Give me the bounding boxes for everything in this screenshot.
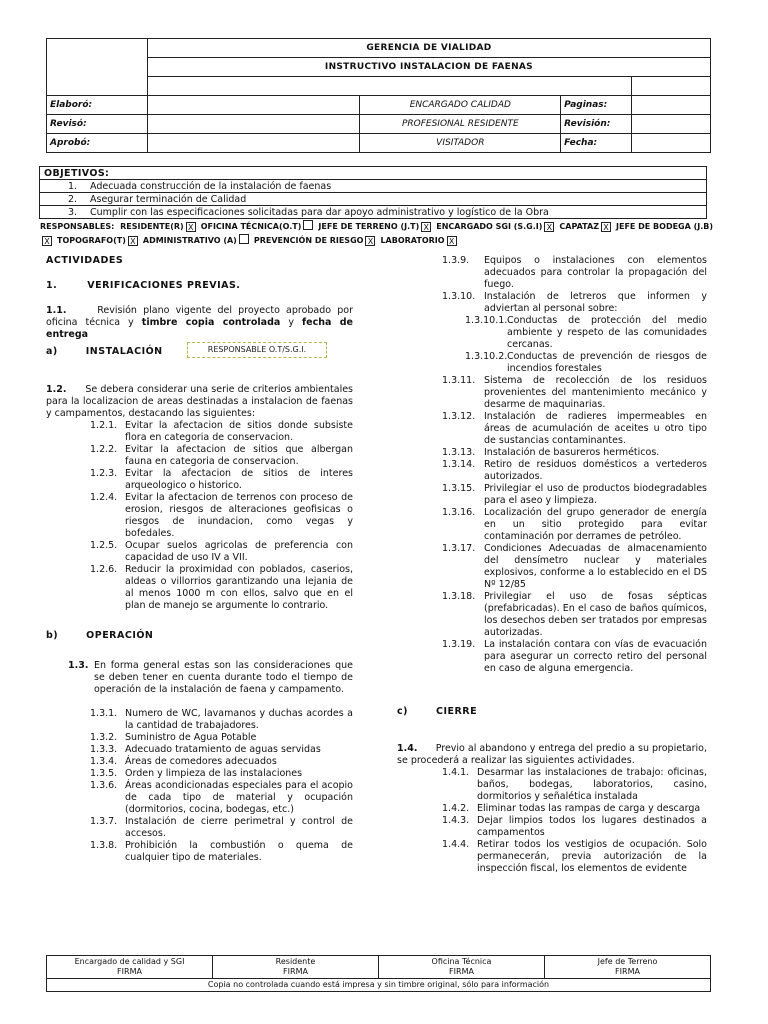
- role-checkbox[interactable]: X: [365, 236, 375, 246]
- list-item: [90, 780, 353, 816]
- item-number: 1.3.19.: [442, 639, 476, 650]
- aprobo-value: VISITADOR: [360, 134, 561, 153]
- list-item: [442, 447, 707, 459]
- list-1-3-cont: [442, 255, 707, 315]
- role-checkbox[interactable]: [239, 234, 249, 244]
- list-item: [90, 564, 353, 612]
- list-item: [90, 468, 353, 492]
- item-number: 1.4.4.: [442, 839, 470, 850]
- item-text: Equipos o instalaciones con elementos adecuados para controlar la propagación del fuego.: [484, 255, 707, 290]
- item-text: Evitar la afectacion de terrenos con proceso de erosion, riesgos de alteraciones geofisicas o riesgos de inundacion, como vegas y bofedales.: [125, 492, 353, 539]
- item-text: Privilegiar el uso de fosas sépticas (prefabricadas). En el caso de baños químicos, los desechos deben ser tratados por empresas autorizadas.: [484, 591, 707, 638]
- item-number: 1.3.5.: [90, 768, 118, 779]
- item-number: 1.3.16.: [442, 507, 476, 518]
- blank-cell: [147, 134, 360, 153]
- reviso-value: PROFESIONAL RESIDENTE: [360, 115, 561, 134]
- item-number: 1.2.3.: [90, 468, 118, 479]
- item-number: 1.2.1.: [90, 420, 118, 431]
- item-text: Localización del grupo generador de energía en un sitio protegido para evitar contaminación por derrames de petróleo.: [484, 507, 707, 542]
- item-number: 1.2.6.: [90, 564, 118, 575]
- role-checkbox[interactable]: X: [42, 236, 52, 246]
- logo-cell: [47, 39, 148, 96]
- copy-note: Copia no controlada cuando está impresa y sin timbre original, sólo para información: [47, 979, 711, 992]
- signature-label: FIRMA: [283, 967, 308, 976]
- item-number: 1.3.10.: [442, 291, 476, 302]
- actividades-heading: ACTIVIDADES: [46, 255, 124, 266]
- item-text: Instalación de basureros herméticos.: [484, 447, 660, 458]
- item-number: 1.3.6.: [90, 780, 118, 791]
- list-item: [90, 840, 353, 864]
- item-text: Prohibición la combustión o quema de cualquier tipo de materiales.: [125, 840, 353, 863]
- fecha-label: Fecha:: [561, 134, 632, 153]
- role-checkbox[interactable]: [303, 220, 313, 230]
- item-text: Conductas de prevención de riesgos de incendios forestales: [507, 351, 707, 374]
- list-1-3-10: [465, 315, 707, 375]
- item-number: 1.2.2.: [90, 444, 118, 455]
- paragraph-1-2: 1.2. Se debera considerar una serie de criterios ambientales para la localizacion de areas destinadas a instalacion de faenas y campamentos, destacando las siguientes:: [46, 384, 353, 419]
- paragraph-1-1: 1.1. Revisión plano vigente del proyecto aprobado por oficina técnica y timbre copia controlada y fecha de entrega: [46, 305, 353, 340]
- item-text: Privilegiar el uso de productos biodegradables para el aseo y limpieza.: [484, 483, 707, 506]
- item-number: 1.3.15.: [442, 483, 476, 494]
- signature-role: Jefe de Terreno: [597, 957, 658, 966]
- objectives-table: [39, 166, 707, 219]
- revision-label: Revisión:: [561, 115, 632, 134]
- item-number: 1.3.10.1.: [465, 315, 508, 326]
- signature-table: [46, 955, 711, 992]
- aprobo-label: Aprobó:: [47, 134, 148, 153]
- item-text: Orden y limpieza de las instalaciones: [125, 768, 303, 779]
- item-text: Desarmar las instalaciones de trabajo: oficinas, baños, bodegas, laboratorios, casino, dormitorios y señalética instalada: [477, 767, 707, 802]
- item-number: 1.3.7.: [90, 816, 118, 827]
- role-checkbox[interactable]: X: [186, 222, 196, 232]
- document-title: INSTRUCTIVO INSTALACION DE FAENAS: [147, 58, 710, 77]
- item-number: 1.3.10.2.: [465, 351, 508, 362]
- item-number: 1.4.2.: [442, 803, 470, 814]
- role-label: CAPATAZ: [559, 222, 599, 231]
- item-text: Evitar la afectacion de sitios donde subsiste flora en categoria de conservacion.: [125, 420, 353, 443]
- list-1-3-cont2: [442, 375, 707, 675]
- item-number: 1.3.1.: [90, 708, 118, 719]
- item-number: 1.3.13.: [442, 447, 476, 458]
- list-item: [442, 767, 707, 803]
- role-label: OFICINA TÉCNICA(O.T): [200, 222, 302, 231]
- objective-item: 2. Asegurar terminación de Calidad: [40, 193, 707, 206]
- signature-role: Residente: [275, 957, 316, 966]
- list-item: [465, 351, 707, 375]
- item-text: Evitar la afectacion de sitios que albergan fauna en categoria de conservacion.: [125, 444, 353, 467]
- reviso-label: Revisó:: [47, 115, 148, 134]
- item-text: Conductas de protección del medio ambiente y respeto de las comunidades cercanas.: [507, 315, 707, 350]
- responsables-line: [40, 220, 720, 248]
- list-item: [442, 815, 707, 839]
- list-item: [90, 492, 353, 540]
- item-number: 1.3.4.: [90, 756, 118, 767]
- subsection-heading: c) CIERRE: [397, 706, 478, 717]
- blank-cell: [147, 96, 360, 115]
- item-number: 1.3.14.: [442, 459, 476, 470]
- role-label: ENCARGADO SGI (S.G.I): [436, 222, 543, 231]
- list-item: [442, 803, 707, 815]
- paragraph-1-3: 1.3. En forma general estas son las consideraciones que se deben tener en cuenta durante todo el tiempo de operación de la instalación de faena y campamento.: [68, 660, 353, 695]
- paginas-value: [632, 96, 711, 115]
- signature-label: FIRMA: [615, 967, 640, 976]
- subsection-heading: a) INSTALACIÓN: [46, 346, 163, 357]
- role-label: JEFE DE BODEGA (J.B): [616, 222, 714, 231]
- role-checkbox[interactable]: X: [447, 236, 457, 246]
- role-label: JEFE DE TERRENO (J.T): [318, 222, 420, 231]
- list-item: [442, 839, 707, 875]
- list-item: [90, 540, 353, 564]
- item-number: 1.3.2.: [90, 732, 118, 743]
- list-item: [442, 591, 707, 639]
- item-text: Suministro de Agua Potable: [125, 732, 257, 743]
- item-text: Eliminar todas las rampas de carga y descarga: [477, 803, 701, 814]
- item-text: Instalación de letreros que informen y adviertan al personal sobre:: [484, 291, 707, 314]
- item-number: 1.2.5.: [90, 540, 118, 551]
- item-text: Áreas de comedores adecuados: [125, 756, 277, 767]
- item-number: 1.2.4.: [90, 492, 118, 503]
- objective-item: 3. Cumplir con las especificaciones solicitadas para dar apoyo administrativo y logístico de la Obra: [40, 206, 707, 219]
- item-number: 1.4.1.: [442, 767, 470, 778]
- right-column: [397, 255, 707, 875]
- list-item: [90, 732, 353, 744]
- list-item: [442, 483, 707, 507]
- blank-cell: [147, 115, 360, 134]
- list-item: [465, 315, 707, 351]
- signature-cell: [47, 956, 213, 979]
- item-text: Áreas acondicionadas especiales para el acopio de cada tipo de material y ocupación (dormitorios, cocina, bodegas, etc.): [125, 780, 353, 815]
- list-item: [442, 459, 707, 483]
- item-text: Retiro de residuos domésticos a vertederos autorizados.: [484, 459, 707, 482]
- item-number: 1.3.3.: [90, 744, 118, 755]
- objectives-title: OBJETIVOS:: [40, 167, 707, 180]
- list-item: [90, 756, 353, 768]
- list-item: [442, 507, 707, 543]
- signature-cell: [213, 956, 379, 979]
- list-item: [90, 708, 353, 732]
- blank-cell: [147, 77, 631, 96]
- signature-cell: [379, 956, 545, 979]
- item-text: Dejar limpios todos los lugares destinados a campamentos: [477, 815, 707, 838]
- list-1-4: [442, 767, 707, 875]
- list-item: [90, 816, 353, 840]
- org-title: GERENCIA DE VIALIDAD: [147, 39, 710, 58]
- item-text: Sistema de recolección de los residuos provenientes del mantenimiento mecánico y desarme de maquinarias.: [484, 375, 707, 410]
- list-item: [442, 639, 707, 675]
- list-item: [90, 744, 353, 756]
- fecha-value: [632, 134, 711, 153]
- item-text: Numero de WC, lavamanos y duchas acordes a la cantidad de trabajadores.: [125, 708, 353, 731]
- role-checkbox[interactable]: X: [421, 222, 431, 232]
- item-number: 1.3.8.: [90, 840, 118, 851]
- list-item: [90, 444, 353, 468]
- list-item: [442, 255, 707, 291]
- signature-label: FIRMA: [117, 967, 142, 976]
- role-label: ADMINISTRATIVO (A): [142, 236, 237, 245]
- revision-value: [632, 115, 711, 134]
- list-1-3: [90, 708, 353, 864]
- list-item: [442, 375, 707, 411]
- role-checkbox[interactable]: X: [544, 222, 554, 232]
- signature-cell: [545, 956, 711, 979]
- section-heading: 1. VERIFICACIONES PREVIAS.: [46, 280, 241, 291]
- item-number: 1.3.18.: [442, 591, 476, 602]
- signature-role: Oficina Técnica: [431, 957, 492, 966]
- role-checkbox[interactable]: X: [601, 222, 611, 232]
- signature-label: FIRMA: [449, 967, 474, 976]
- list-item: [90, 768, 353, 780]
- item-number: 1.3.11.: [442, 375, 476, 386]
- header-table: [46, 38, 711, 153]
- list-item: [442, 411, 707, 447]
- responsables-label: RESPONSABLES:: [40, 222, 115, 231]
- item-number: 1.3.9.: [442, 255, 470, 266]
- item-text: Condiciones Adecuadas de almacenamiento del densímetro nuclear y materiales explosivos, conforme a lo establecido en el DS Nº 12/85: [484, 543, 707, 590]
- item-text: Retirar todos los vestigios de ocupación. Solo permanecerán, previa autorización de la inspección fiscal, los elementos de evidente: [477, 839, 707, 874]
- item-number: 1.4.3.: [442, 815, 470, 826]
- elaboro-label: Elaboró:: [47, 96, 148, 115]
- item-text: Ocupar suelos agricolas de preferencia con capacidad de uso IV a VII.: [125, 540, 353, 563]
- list-item: [442, 543, 707, 591]
- item-number: 1.3.17.: [442, 543, 476, 554]
- item-text: Instalación de cierre perimetral y control de accesos.: [125, 816, 353, 839]
- item-number: 1.3.12.: [442, 411, 476, 422]
- role-label: TOPOGRAFO(T): [57, 236, 126, 245]
- item-text: La instalación contara con vías de evacuación para asegurar un correcto retiro del personal en caso de alguna emergencia.: [484, 639, 707, 674]
- objective-item: 1. Adecuada construcción de la instalación de faenas: [40, 180, 707, 193]
- list-item: [90, 420, 353, 444]
- role-label: PREVENCIÓN DE RIESGO: [253, 236, 364, 245]
- role-label: RESIDENTE(R): [120, 222, 184, 231]
- list-item: [442, 291, 707, 315]
- paginas-label: Paginas:: [561, 96, 632, 115]
- subsection-heading: b) OPERACIÓN: [46, 630, 154, 641]
- item-text: Adecuado tratamiento de aguas servidas: [125, 744, 321, 755]
- list-1-2: [90, 420, 353, 612]
- blank-cell: [632, 77, 711, 96]
- role-checkbox[interactable]: X: [128, 236, 138, 246]
- elaboro-value: ENCARGADO CALIDAD: [360, 96, 561, 115]
- responsible-stamp: RESPONSABLE O.T/S.G.I.: [187, 342, 327, 358]
- item-text: Reducir la proximidad con poblados, caserios, aldeas o villorrios garantizando una lejania de al menos 1000 m con ellos, salvo que en el plan de manejo se argumente lo contrario.: [125, 564, 353, 611]
- signature-role: Encargado de calidad y SGI: [74, 957, 185, 966]
- role-label: LABORATORIO: [380, 236, 445, 245]
- item-text: Instalación de radieres impermeables en áreas de acumulación de aceites u otro tipo de sustancias contaminantes.: [484, 411, 707, 446]
- paragraph-1-4: 1.4. Previo al abandono y entrega del predio a su propietario, se procederá a realizar las siguientes actividades.: [397, 743, 707, 766]
- item-text: Evitar la afectacion de sitios de interes arqueologico o historico.: [125, 468, 353, 491]
